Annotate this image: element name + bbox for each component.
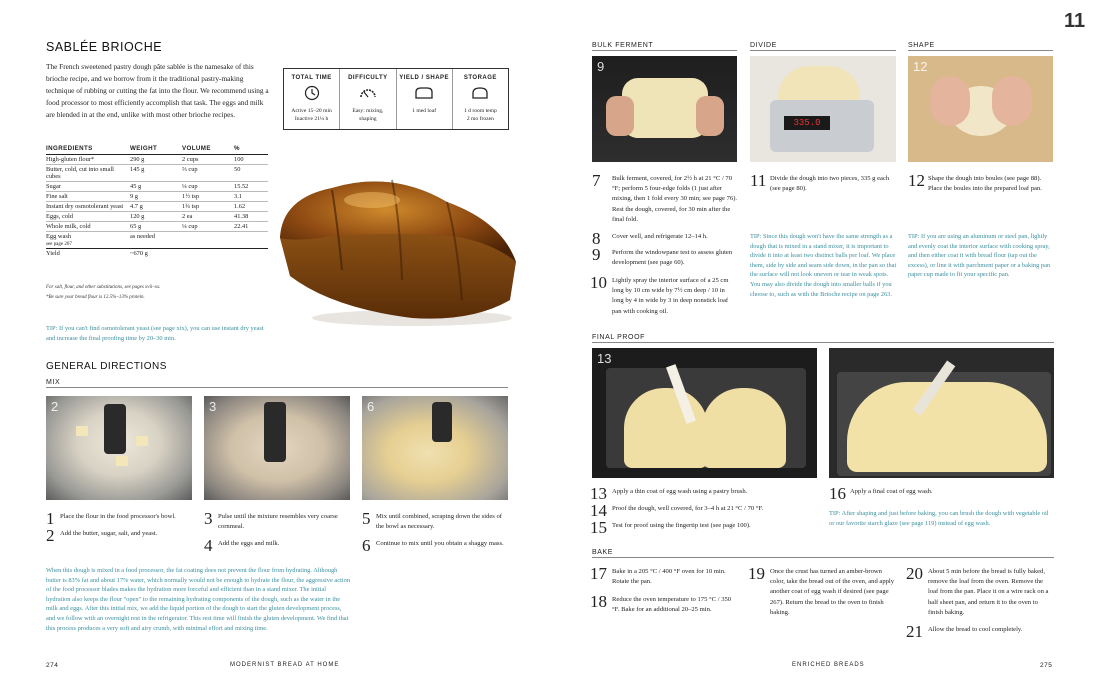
cell: [46, 232, 130, 249]
step-number: 4: [204, 536, 213, 555]
table-row: [46, 155, 268, 165]
running-head-left: MODERNIST BREAD AT HOME: [230, 662, 340, 668]
cell: 50: [234, 165, 268, 182]
step-number: 7: [592, 171, 601, 190]
cell: 41.38: [234, 212, 268, 222]
table-row: [46, 232, 268, 249]
bulk-ferment-label: BULK FERMENT: [592, 42, 654, 49]
chapter-number: 11: [1064, 10, 1086, 32]
table-row: [46, 212, 268, 222]
egg-wash-label: Egg wash: [46, 233, 72, 240]
gauge-icon: [359, 85, 377, 101]
table-row: [46, 222, 268, 232]
step-text: Continue to mix until you obtain a shaggy mass.: [376, 540, 504, 547]
step-number: 9: [592, 245, 601, 264]
step-text: Bake in a 205 °C / 400 °F oven for 10 min. Rotate the pan.: [612, 568, 726, 586]
cell: 2 cups: [182, 155, 234, 165]
step-number: 17: [590, 564, 607, 583]
step-number: 10: [590, 273, 607, 292]
step-text: Mix until combined, scraping down the sides of the bowl as necessary.: [376, 513, 502, 531]
cell: 45 g: [130, 182, 182, 192]
info-yield-shape: [397, 69, 453, 129]
info-total-time: [284, 69, 340, 129]
col-percent: %: [234, 144, 268, 155]
step-text: Apply a final coat of egg wash.: [850, 488, 933, 495]
cell: 65 g: [130, 222, 182, 232]
step-number: 1: [46, 509, 55, 528]
step-text: Allow the bread to cool completely.: [928, 626, 1023, 633]
step-number: 13: [590, 484, 607, 503]
step-text: Pulse until the mixture resembles very coarse cornmeal.: [218, 513, 338, 531]
proof-photo-13: [592, 348, 817, 478]
final-proof-label: FINAL PROOF: [592, 334, 646, 341]
cell: 1.62: [234, 202, 268, 212]
divide-label: DIVIDE: [750, 42, 777, 49]
page-number-left: 274: [46, 662, 59, 669]
step-text: Bulk ferment, covered, for 2½ h at 21 °C / 70 °F; perform 5 four-edge folds (1 just after mixing, then 1 fold every 30 min; see page 76). Rest the dough, covered, for 30 min after the final fold.: [612, 175, 738, 223]
step-text: Cover well, and refrigerate 12–14 h.: [612, 233, 708, 240]
photo-number: 3: [209, 399, 217, 414]
step-number: 11: [750, 171, 767, 190]
cell: 15.52: [234, 182, 268, 192]
bake-rule: [592, 557, 1054, 558]
yield-row: [46, 249, 268, 259]
info-box: [283, 68, 509, 130]
cell: ¼ cup: [182, 222, 234, 232]
info-value: Easy: mixing, shaping: [352, 108, 384, 122]
step-number: 15: [590, 518, 607, 537]
step-text: Shape the dough into boules (see page 88). Place the boules into the prepared loaf pan.: [928, 175, 1042, 193]
step-text: Test for proof using the fingertip test (see page 100).: [612, 522, 751, 529]
loaf-icon: [413, 85, 435, 101]
info-storage: [453, 69, 508, 129]
info-header: DIFFICULTY: [348, 75, 388, 81]
cell: 2 ea: [182, 212, 234, 222]
step-number: 19: [748, 564, 765, 583]
step-text: About 5 min before the bread is fully baked, remove the loaf from the oven. Remove the loaf from the pan. Place it on a wire rack on a half sheet pan, and return it to the oven to finish baking.: [928, 568, 1049, 616]
scale-display: 335.0: [784, 116, 830, 130]
cell: High-gluten flour*: [46, 155, 130, 165]
shape-photo: [908, 56, 1053, 162]
step-number: 16: [829, 484, 846, 503]
cell: Yield: [46, 249, 130, 259]
proof-rule: [592, 342, 1054, 343]
col-volume: VOLUME: [182, 144, 234, 155]
table-row: [46, 192, 268, 202]
cell: 3.1: [234, 192, 268, 202]
tip-proof: TIP: After shaping and just before baking, you can brush the dough with vegetable oil or our favorite starch glaze (see page 119) instead of egg wash.: [829, 510, 1049, 527]
cell: Sugar: [46, 182, 130, 192]
page-number-right: 275: [1040, 662, 1053, 669]
cell: ⅔ cup: [182, 165, 234, 182]
info-value: 1 med loaf: [412, 108, 437, 114]
ingredients-table: [46, 144, 268, 258]
info-header: YIELD / SHAPE: [399, 75, 450, 81]
col-ingredients: INGREDIENTS: [46, 144, 130, 155]
mix-photo-2: [46, 396, 192, 500]
cell: Fine salt: [46, 192, 130, 202]
photo-number: 6: [367, 399, 375, 414]
cell: [182, 232, 234, 249]
brioche-loaf-photo: [272, 150, 522, 330]
tip-yeast: TIP: If you can't find osmotolerant yeast (see page xix), you can use instant dry yeast and increase the final proofing time by 20–30 min.: [46, 325, 264, 342]
clock-icon: [304, 85, 320, 101]
step-text: Place the flour in the food processor's bowl.: [60, 513, 176, 520]
bulk-photo: [592, 56, 737, 162]
cell: 100: [234, 155, 268, 165]
step-number: 21: [906, 622, 923, 641]
mix-photo-6: [362, 396, 508, 500]
footnote: *Be sure your bread flour is 12.5%–13% protein.: [46, 295, 145, 300]
mix-note: When this dough is mixed in a food processor, the fat coating does not prevent the flour from hydrating. Although butter is 83% fat and about 17% water, which normally would not be enough to hydrate the flour, the aggressive action of the food processor blades makes the hydration more forceful and efficient than in a stand mixer. The initial hydration also keeps the flour "open" to the remaining hydrating components of the dough, such as the water in the milk and eggs. After this initial mix, we add the liquid portion of the dough to start the gluten development process, and we follow with an overnight rest in the refrigerator. This rest time will finish the gluten development. We find that this process produces a very soft and airy crumb, with minimal effort and mixing time.: [46, 567, 351, 632]
step-number: 3: [204, 509, 213, 528]
proof-photo-16: [829, 348, 1054, 478]
cell: ¼ cup: [182, 182, 234, 192]
cell: 290 g: [130, 155, 182, 165]
general-directions-heading: GENERAL DIRECTIONS: [46, 361, 167, 372]
step-text: Perform the windowpane test to assess gluten development (see page 60).: [612, 249, 733, 267]
table-row: [46, 202, 268, 212]
cell: 1¾ tsp: [182, 202, 234, 212]
step-number: 5: [362, 509, 371, 528]
photo-number: 9: [597, 59, 605, 74]
mix-label: MIX: [46, 379, 61, 386]
divide-photo: [750, 56, 896, 162]
table-row: [46, 165, 268, 182]
running-head-right: ENRICHED BREADS: [792, 662, 865, 668]
info-value: 1 d room temp 2 mo frozen: [463, 108, 497, 122]
cell: 22.41: [234, 222, 268, 232]
step-number: 20: [906, 564, 923, 583]
step-text: Add the butter, sugar, salt, and yeast.: [60, 530, 158, 537]
step-text: Add the eggs and milk.: [218, 540, 280, 547]
footnote: For salt, flour, and other substitutions, see pages xvii–xx.: [46, 285, 161, 290]
mix-photo-3: [204, 396, 350, 500]
cell: 4.7 g: [130, 202, 182, 212]
step-text: Once the crust has turned an amber-brown color, take the bread out of the oven, and apply another coat of egg wash if desired (see page 267). Return the bread to the oven to finish baking.: [770, 568, 895, 616]
step-number: 2: [46, 526, 55, 545]
cell: Instant dry osmotolerant yeast: [46, 202, 130, 212]
recipe-title: SABLÉE BRIOCHE: [46, 40, 163, 54]
cell: 1½ tsp: [182, 192, 234, 202]
cell: 145 g: [130, 165, 182, 182]
cell: 9 g: [130, 192, 182, 202]
info-difficulty: [340, 69, 396, 129]
mix-rule: [46, 387, 508, 388]
shape-rule: [908, 50, 1053, 51]
table-row: [46, 182, 268, 192]
cell: Eggs, cold: [46, 212, 130, 222]
cell: Butter, cold, cut into small cubes: [46, 165, 130, 182]
shape-label: SHAPE: [908, 42, 935, 49]
egg-wash-note: see page 267: [46, 242, 72, 247]
photo-number: 2: [51, 399, 59, 414]
cell: [234, 232, 268, 249]
cell: Whole milk, cold: [46, 222, 130, 232]
step-number: 18: [590, 592, 607, 611]
jar-icon: [470, 85, 490, 101]
bake-label: BAKE: [592, 549, 614, 556]
cell: 120 g: [130, 212, 182, 222]
info-header: STORAGE: [463, 75, 497, 81]
photo-number: 13: [597, 351, 612, 366]
bulk-rule: [592, 50, 737, 51]
step-text: Lightly spray the interior surface of a 25 cm long by 10 cm wide by 7½ cm deep / 10 in long by 4 in wide by 3 in deep nonstick loaf pan with cooking oil.: [612, 277, 729, 315]
cell: as needed: [130, 233, 156, 240]
info-value: Active 15–20 min Inactive 21¼ h: [291, 108, 332, 122]
step-text: Reduce the oven temperature to 175 °C / 350 °F. Bake for an additional 20–25 min.: [612, 596, 732, 614]
step-text: Proof the dough, well covered, for 3–4 h at 21 °C / 70 °F.: [612, 505, 764, 512]
cell: ~670 g: [130, 249, 182, 259]
col-weight: WEIGHT: [130, 144, 182, 155]
divide-rule: [750, 50, 896, 51]
recipe-intro: The French sweetened pastry dough pâte sablée is the namesake of this brioche recipe, and we borrow from it the traditional pastry-making technique of rubbing or cutting the fat into the flour. We recommend using a food processor to most efficiently accomplish that task. The eggs and milk are blended in at the end, unlike with most other brioche recipes.: [46, 62, 269, 120]
step-number: 12: [908, 171, 925, 190]
photo-number: 12: [913, 59, 928, 74]
tip-divide: TIP: Since this dough won't have the same strength as a dough that is mixed in a stand mixer, it is important to divide it into at least two distinct balls per loaf. We place them, side by side and seam side down, in the pan so that the surface will not look uneven or tear in weak spots. You may also divide the dough into smaller balls if you choose to, such as with the Brioche recipe on page 263.: [750, 233, 897, 298]
step-number: 8: [592, 229, 601, 248]
info-header: TOTAL TIME: [291, 75, 332, 81]
tip-shape: TIP: If you are using an aluminum or steel pan, lightly and evenly coat the interior surface with cooking spray, and then either coat it with bread flour (tap out the excess), or line it with parchment paper or a baking pan paper cup made to fit your specific pan.: [908, 233, 1051, 279]
step-number: 14: [590, 501, 607, 520]
step-number: 6: [362, 536, 371, 555]
step-text: Divide the dough into two pieces, 335 g each (see page 80).: [770, 175, 890, 193]
step-text: Apply a thin coat of egg wash using a pastry brush.: [612, 488, 748, 495]
